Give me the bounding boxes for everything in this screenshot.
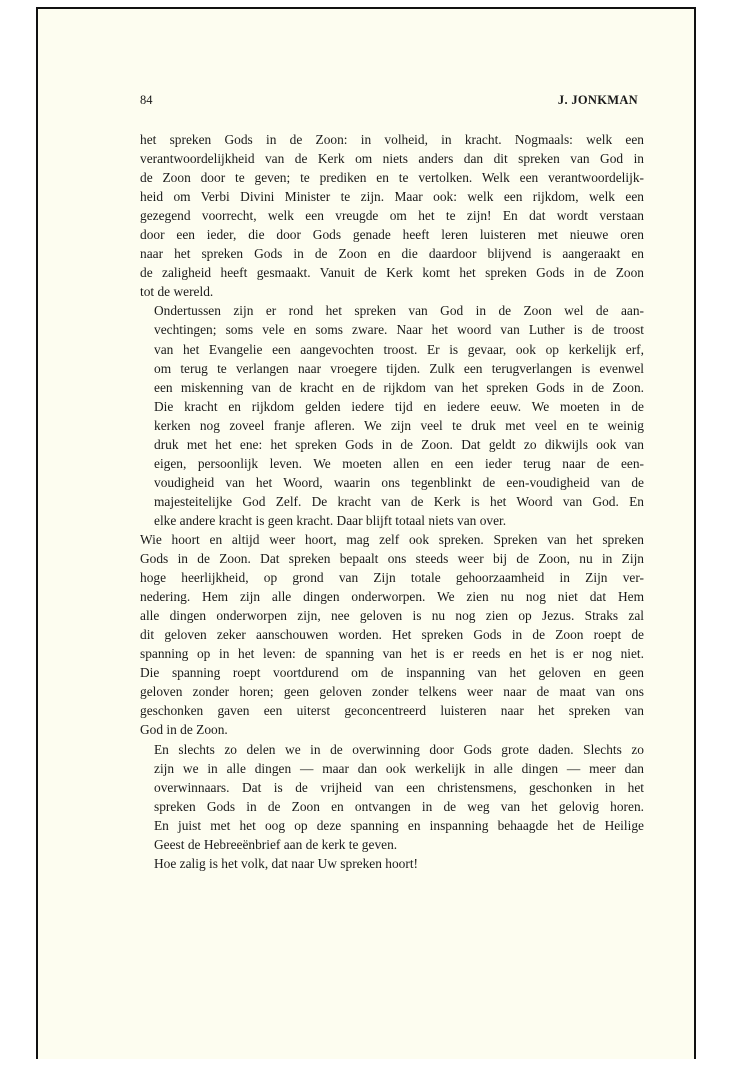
running-header bbox=[140, 93, 638, 108]
text-line: druk met het ene: het spreken Gods in de Zoon. Dat geldt zo dikwijls ook van bbox=[154, 436, 644, 452]
text-line: hoge heerlijkheid, op grond van Zijn totale gehoorzaamheid in Zijn ver- bbox=[140, 570, 644, 586]
paragraph bbox=[140, 130, 644, 301]
page-scan bbox=[36, 7, 696, 1059]
text-line: nedering. Hem zijn alle dingen onderworpen. We zien nu nog niet dat Hem bbox=[140, 589, 644, 605]
text-line: spreken Gods in de Zoon en ontvangen in de weg van het gelovig horen. bbox=[154, 798, 644, 814]
running-head-author: J. JONKMAN bbox=[557, 93, 638, 107]
text-line: dit geloven zeker aanschouwen worden. Het spreken Gods in de Zoon roept de bbox=[140, 627, 644, 643]
paragraph bbox=[140, 301, 644, 530]
text-line: vechtingen; soms vele en soms zware. Naar het woord van Luther is de troost bbox=[154, 322, 644, 338]
text-line: elke andere kracht is geen kracht. Daar blijft totaal niets van over. bbox=[154, 512, 507, 528]
text-line: En juist met het oog op deze spanning en inspanning behaagde het de Heilige bbox=[154, 817, 644, 833]
text-line: Wie hoort en altijd weer hoort, mag zelf ook spreken. Spreken van het spreken bbox=[140, 531, 644, 547]
text-line: Geest de Hebreeënbrief aan de kerk te geven. bbox=[154, 836, 398, 852]
text-line: door een ieder, die door Gods genade heeft leren luisteren met nieuwe oren bbox=[140, 227, 644, 243]
text-line: gezegend voorrecht, welk een vreugde om het te zijn! En dat wordt verstaan bbox=[140, 208, 644, 224]
page-number: 84 bbox=[140, 93, 153, 107]
text-line: voudigheid van het Woord, waarin ons tegenblinkt de een-voudigheid van de bbox=[154, 474, 644, 490]
text-line: zijn we in alle dingen — maar dan ook werkelijk in alle dingen — meer dan bbox=[154, 760, 644, 776]
text-line: God in de Zoon. bbox=[140, 722, 228, 738]
text-line: alle dingen onderworpen zijn, nee geloven is nu nog zien op Jezus. Straks zal bbox=[140, 608, 644, 624]
text-line: Ondertussen zijn er rond het spreken van God in de Zoon wel de aan- bbox=[154, 303, 644, 319]
text-line: het spreken Gods in de Zoon: in volheid, in kracht. Nogmaals: welk een bbox=[140, 132, 644, 147]
text-line: verantwoordelijkheid van de Kerk om niets anders dan dit spreken van God in bbox=[140, 151, 644, 167]
text-line: Gods in de Zoon. Dat spreken bepaalt ons steeds weer bij de Zoon, nu in Zijn bbox=[140, 551, 644, 567]
text-line: Hoe zalig is het volk, dat naar Uw spreken hoort! bbox=[154, 855, 419, 871]
text-line: geschonken gaven een uiterst geconcentreerd luisteren naar het spreken van bbox=[140, 703, 644, 719]
text-line: majesteitelijke God Zelf. De kracht van de Kerk is het Woord van God. En bbox=[154, 493, 644, 509]
text-line: En slechts zo delen we in de overwinning door Gods grote daden. Slechts zo bbox=[154, 741, 644, 757]
text-line: Die kracht en rijkdom gelden iedere tijd en iedere eeuw. We moeten in de bbox=[154, 398, 644, 414]
text-line: eigen, persoonlijk leven. We moeten allen en een ieder terug naar de een- bbox=[154, 455, 644, 471]
text-line: naar het spreken Gods in de Zoon en die daardoor blijvend is aangeraakt en bbox=[140, 246, 644, 262]
text-line: Die spanning roept voortdurend om de inspanning van het geloven en geen bbox=[140, 665, 644, 681]
text-line: kerken nog zoveel franje afleren. We zijn veel te druk met veel en te weinig bbox=[154, 417, 644, 433]
text-line: geloven zonder horen; geen geloven zonder telkens weer naar de maat van ons bbox=[140, 684, 644, 700]
paragraph bbox=[140, 854, 644, 873]
body-text bbox=[140, 130, 644, 873]
text-line: overwinnaars. Dat is de vrijheid van een christensmens, geschonken in het bbox=[154, 779, 644, 795]
text-line: spanning op in het leven: de spanning van het is er reeds en het is er nog niet. bbox=[140, 646, 644, 662]
text-line: heid om Verbi Divini Minister te zijn. Maar ook: welk een rijkdom, welk een bbox=[140, 189, 644, 205]
text-line: om terug te verlangen naar vroegere tijden. Zulk een terugverlangen is evenwel bbox=[154, 360, 644, 376]
text-line: de Zoon door te geven; te prediken en te vertolken. Welk een verantwoordelijk- bbox=[140, 170, 644, 186]
paragraph bbox=[140, 740, 644, 854]
paragraph bbox=[140, 530, 644, 740]
text-line: de zaligheid heeft gesmaakt. Vanuit de Kerk komt het spreken Gods in de Zoon bbox=[140, 265, 644, 281]
text-line: een miskenning van de kracht en de rijkdom van het spreken Gods in de Zoon. bbox=[154, 379, 644, 395]
text-line: tot de wereld. bbox=[140, 284, 214, 300]
text-line: van het Evangelie een aangevochten troost. Er is gevaar, ook op kerkelijk erf, bbox=[154, 341, 644, 357]
